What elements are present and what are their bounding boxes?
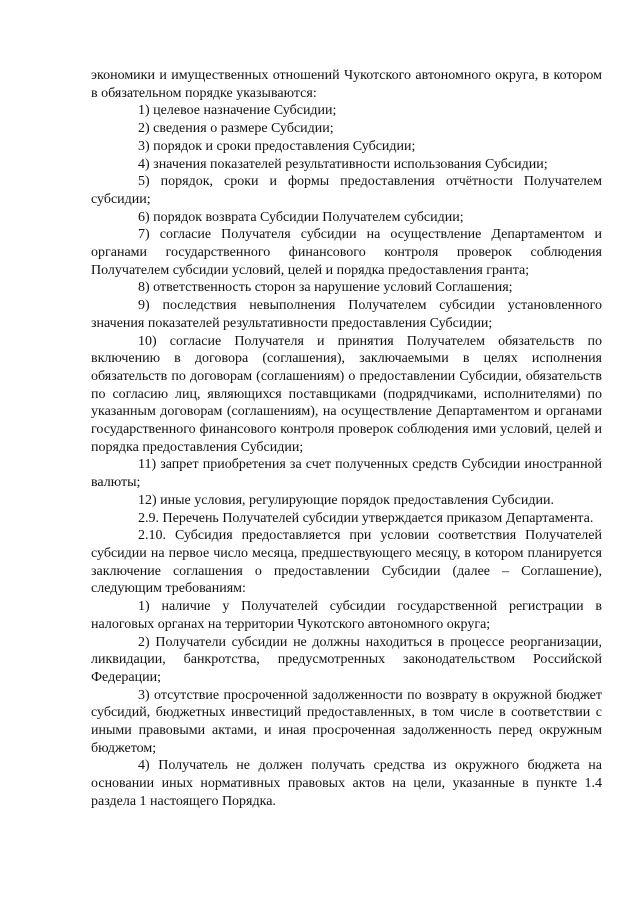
paragraph-item-12: 12) иные условия, регулирующие порядок предоставления Субсидии. [138,492,554,508]
paragraph-requirement-1: 1) наличие у Получателей субсидии государственной регистрации в налоговых органах на территории Чукотского автономного округа; [91,599,602,632]
paragraph-item-7: 7) согласие Получателя субсидии на осуществление Департаментом и органами государственного финансового контроля проверок соблюдения Получателем субсидии условий, целей и порядка предоставления гранта; [91,227,602,278]
paragraph-requirement-2: 2) Получатели субсидии не должны находиться в процессе реорганизации, ликвидации, банкротства, предусмотренных законодательством Российской Федерации; [91,634,602,685]
document-body [91,67,602,811]
paragraph-section-2-10: 2.10. Субсидия предоставляется при условии соответствия Получателей субсидии на первое число месяца, предшествующего месяцу, в котором планируется заключение соглашения о предоставлении Субсидии (далее – Соглашение), следующим требованиям: [91,528,602,597]
paragraph-item-5: 5) порядок, сроки и формы предоставления отчётности Получателем субсидии; [91,174,602,207]
paragraph-item-1: 1) целевое назначение Субсидии; [138,103,337,119]
paragraph-item-4: 4) значения показателей результативности использования Субсидии; [138,156,548,172]
paragraph-item-2: 2) сведения о размере Субсидии; [138,121,334,137]
paragraph-item-9: 9) последствия невыполнения Получателем субсидии установленного значения показателей результативности предоставления Субсидии; [91,298,602,331]
paragraph-item-11: 11) запрет приобретения за счет полученных средств Субсидии иностранной валюты; [91,457,602,491]
paragraph-item-3: 3) порядок и сроки предоставления Субсидии; [138,138,416,154]
paragraph-item-8: 8) ответственность сторон за нарушение условий Соглашения; [138,280,513,296]
paragraph-continuation: экономики и имущественных отношений Чукотского автономного округа, в котором в обязательном порядке указываются: [91,68,602,101]
paragraph-requirement-3: 3) отсутствие просроченной задолженности по возврату в окружной бюджет субсидий, бюджетных инвестиций предоставленных, в том числе в соответствии с иными правовыми актами, и иная просроченная задолженность перед окружным бюджетом; [91,687,602,756]
paragraph-item-6: 6) порядок возврата Субсидии Получателем субсидии; [138,209,464,225]
paragraph-section-2-9: 2.9. Перечень Получателей субсидии утверждается приказом Департамента. [138,510,594,526]
paragraph-item-10: 10) согласие Получателя и принятия Получателем обязательств по включению в договора (соглашения), заключаемыми в целях исполнения обязательств по договорам (соглашениям) о предоставлении Субсидии, обязательств по согласию лиц, являющихся поставщиками (подрядчиками, исполнителями) по указанным договорам (соглашениям), на осуществление Департаментом и органами государственного финансового контроля проверок соблюдения ими условий, целей и порядка предоставления Субсидии; [91,333,602,455]
paragraph-requirement-4: 4) Получатель не должен получать средства из окружного бюджета на основании иных нормативных правовых актов на цели, указанные в пункте 1.4 раздела 1 настоящего Порядка. [91,758,602,809]
